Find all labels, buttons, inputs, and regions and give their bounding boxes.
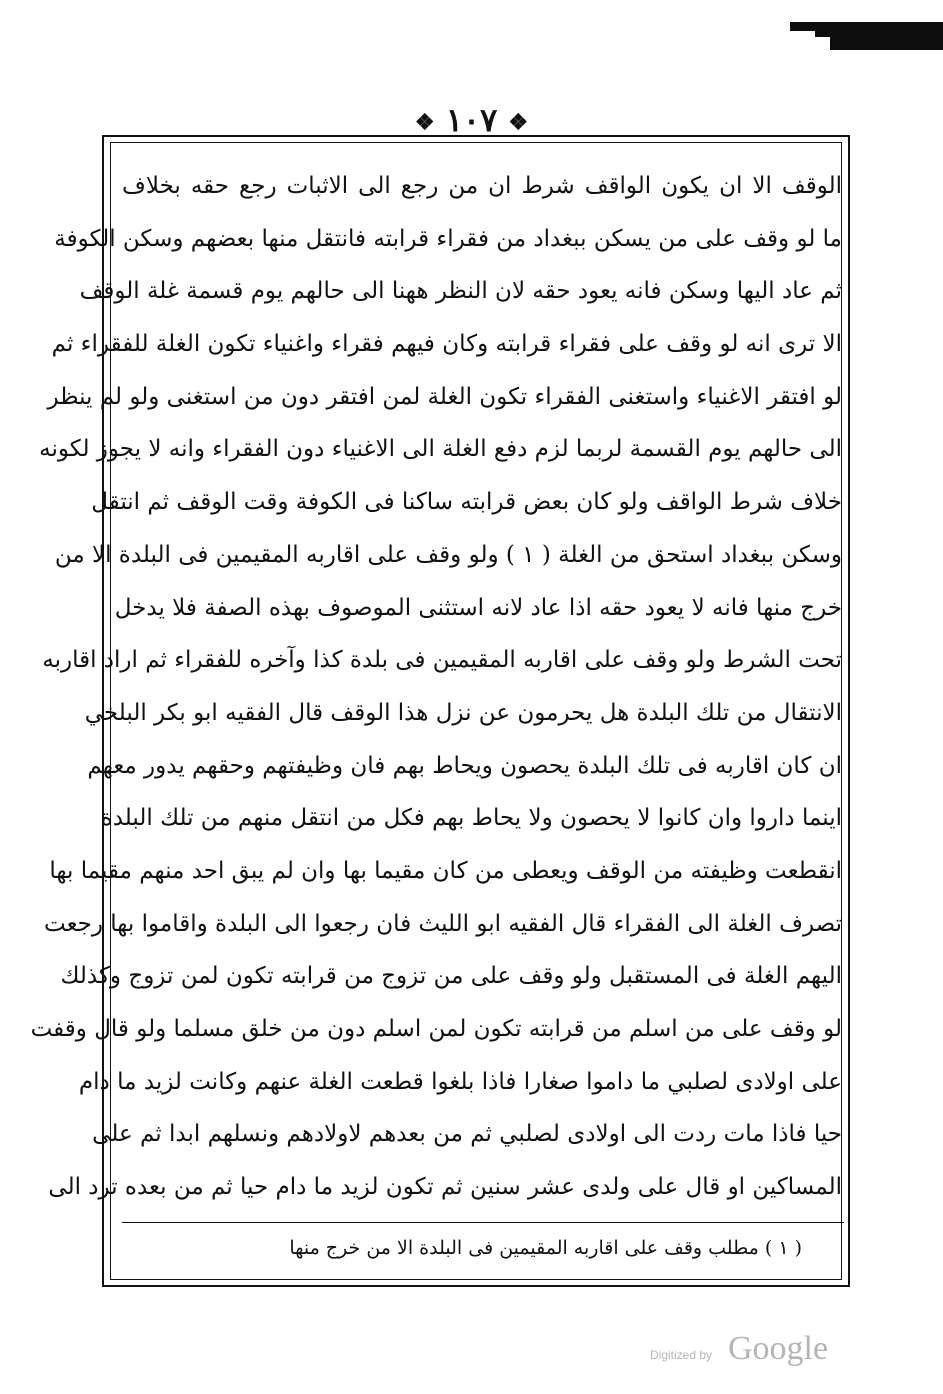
text-line: لو افتقر الاغنياء واستغنى الفقراء تكون الغلة لمن افتقر دون من استغنى ولو لم ينظر	[47, 383, 842, 410]
digitized-by-text: Digitized by	[650, 1348, 713, 1362]
ornament-left-icon: ❖	[414, 109, 435, 136]
google-logo: Google	[728, 1330, 829, 1367]
text-line: خرج منها فانه لا يعود حقه اذا عاد لانه استثنى الموصوف بهذه الصفة فلا يدخل	[114, 594, 842, 621]
text-line: تحت الشرط ولو وقف على اقاربه المقيمين فى بلدة كذا وآخره للفقراء ثم اراد اقاربه	[42, 647, 842, 674]
main-text	[30, 160, 842, 1214]
footnote: ( ١ ) مطلب وقف على اقاربه المقيمين فى البلدة الا من خرج منها	[289, 1237, 802, 1259]
text-line: المساكين او قال على ولدى عشر سنين ثم تكون لزيد ما دام حيا ثم من بعده ترد الى	[48, 1174, 842, 1201]
text-line: ما لو وقف على من يسكن ببغداد من فقراء قرابته فانتقل منها بعضهم وسكن الكوفة	[54, 225, 842, 252]
text-line: اينما داروا وان كانوا لا يحصون ولا يحاط بهم فكل من انتقل منهم من تلك البلدة	[100, 805, 842, 832]
text-line: الانتقال من تلك البلدة هل يحرمون عن نزل هذا الوقف قال الفقيه ابو بكر البلخي	[84, 699, 842, 726]
text-line: على اولادى لصلبي ما داموا صغارا فاذا بلغوا قطعت الغلة عنهم وكانت لزيد ما دام	[78, 1068, 842, 1095]
scan-edge-mark	[790, 22, 943, 50]
text-line: الى حالهم يوم القسمة لربما لزم دفع الغلة الى الاغنياء دون الفقراء وانه لا يجوز لكونه	[39, 436, 842, 463]
text-line: لو وقف على من اسلم من قرابته تكون لمن اسلم دون من خلق مسلما ولو قال وقفت	[30, 1016, 842, 1042]
text-line: وسكن ببغداد استحق من الغلة ( ١ ) ولو وقف على اقاربه المقيمين فى البلدة الا من	[54, 541, 842, 568]
text-line: الوقف الا ان يكون الواقف شرط ان من رجع الى الاثبات رجع حقه بخلاف	[122, 173, 842, 199]
ornament-right-icon: ❖	[508, 109, 529, 136]
text-line: اليهم الغلة فى المستقبل ولو وقف على من تزوج من قرابته تكون لمن تزوج وكذلك	[60, 963, 842, 990]
text-line: ثم عاد اليها وسكن فانه يعود حقه لان النظر ههنا الى حالهم يوم قسمة غلة الوقف	[79, 278, 842, 305]
text-line: ان كان اقاربه فى تلك البلدة يحصون ويحاط بهم فان وظيفتهم وحقهم يدور معهم	[87, 752, 842, 779]
text-line: تصرف الغلة الى الفقراء قال الفقيه ابو الليث فان رجعوا الى البلدة واقاموا بها رجعت	[43, 910, 842, 937]
text-line: خلاف شرط الواقف ولو كان بعض قرابته ساكنا فى الكوفة وقت الوقف ثم انتقل	[91, 489, 842, 516]
text-line: حيا فاذا مات ردت الى اولادى لصلبي ثم من بعدهم لاولادهم ونسلهم ابدا ثم على	[92, 1121, 842, 1148]
page-number-text: ١٠٧	[445, 101, 498, 139]
footnote-divider	[122, 1222, 844, 1223]
text-line: الا ترى انه لو وقف على فقراء قرابته وكان فيهم فقراء واغنياء تكون الغلة للفقراء ثم	[51, 331, 842, 358]
digitized-watermark	[650, 1330, 900, 1370]
text-line: انقطعت وظيفته من الوقف ويعطى من كان مقيما بها وان لم يبق احد منهم مقيما بها	[49, 857, 842, 884]
